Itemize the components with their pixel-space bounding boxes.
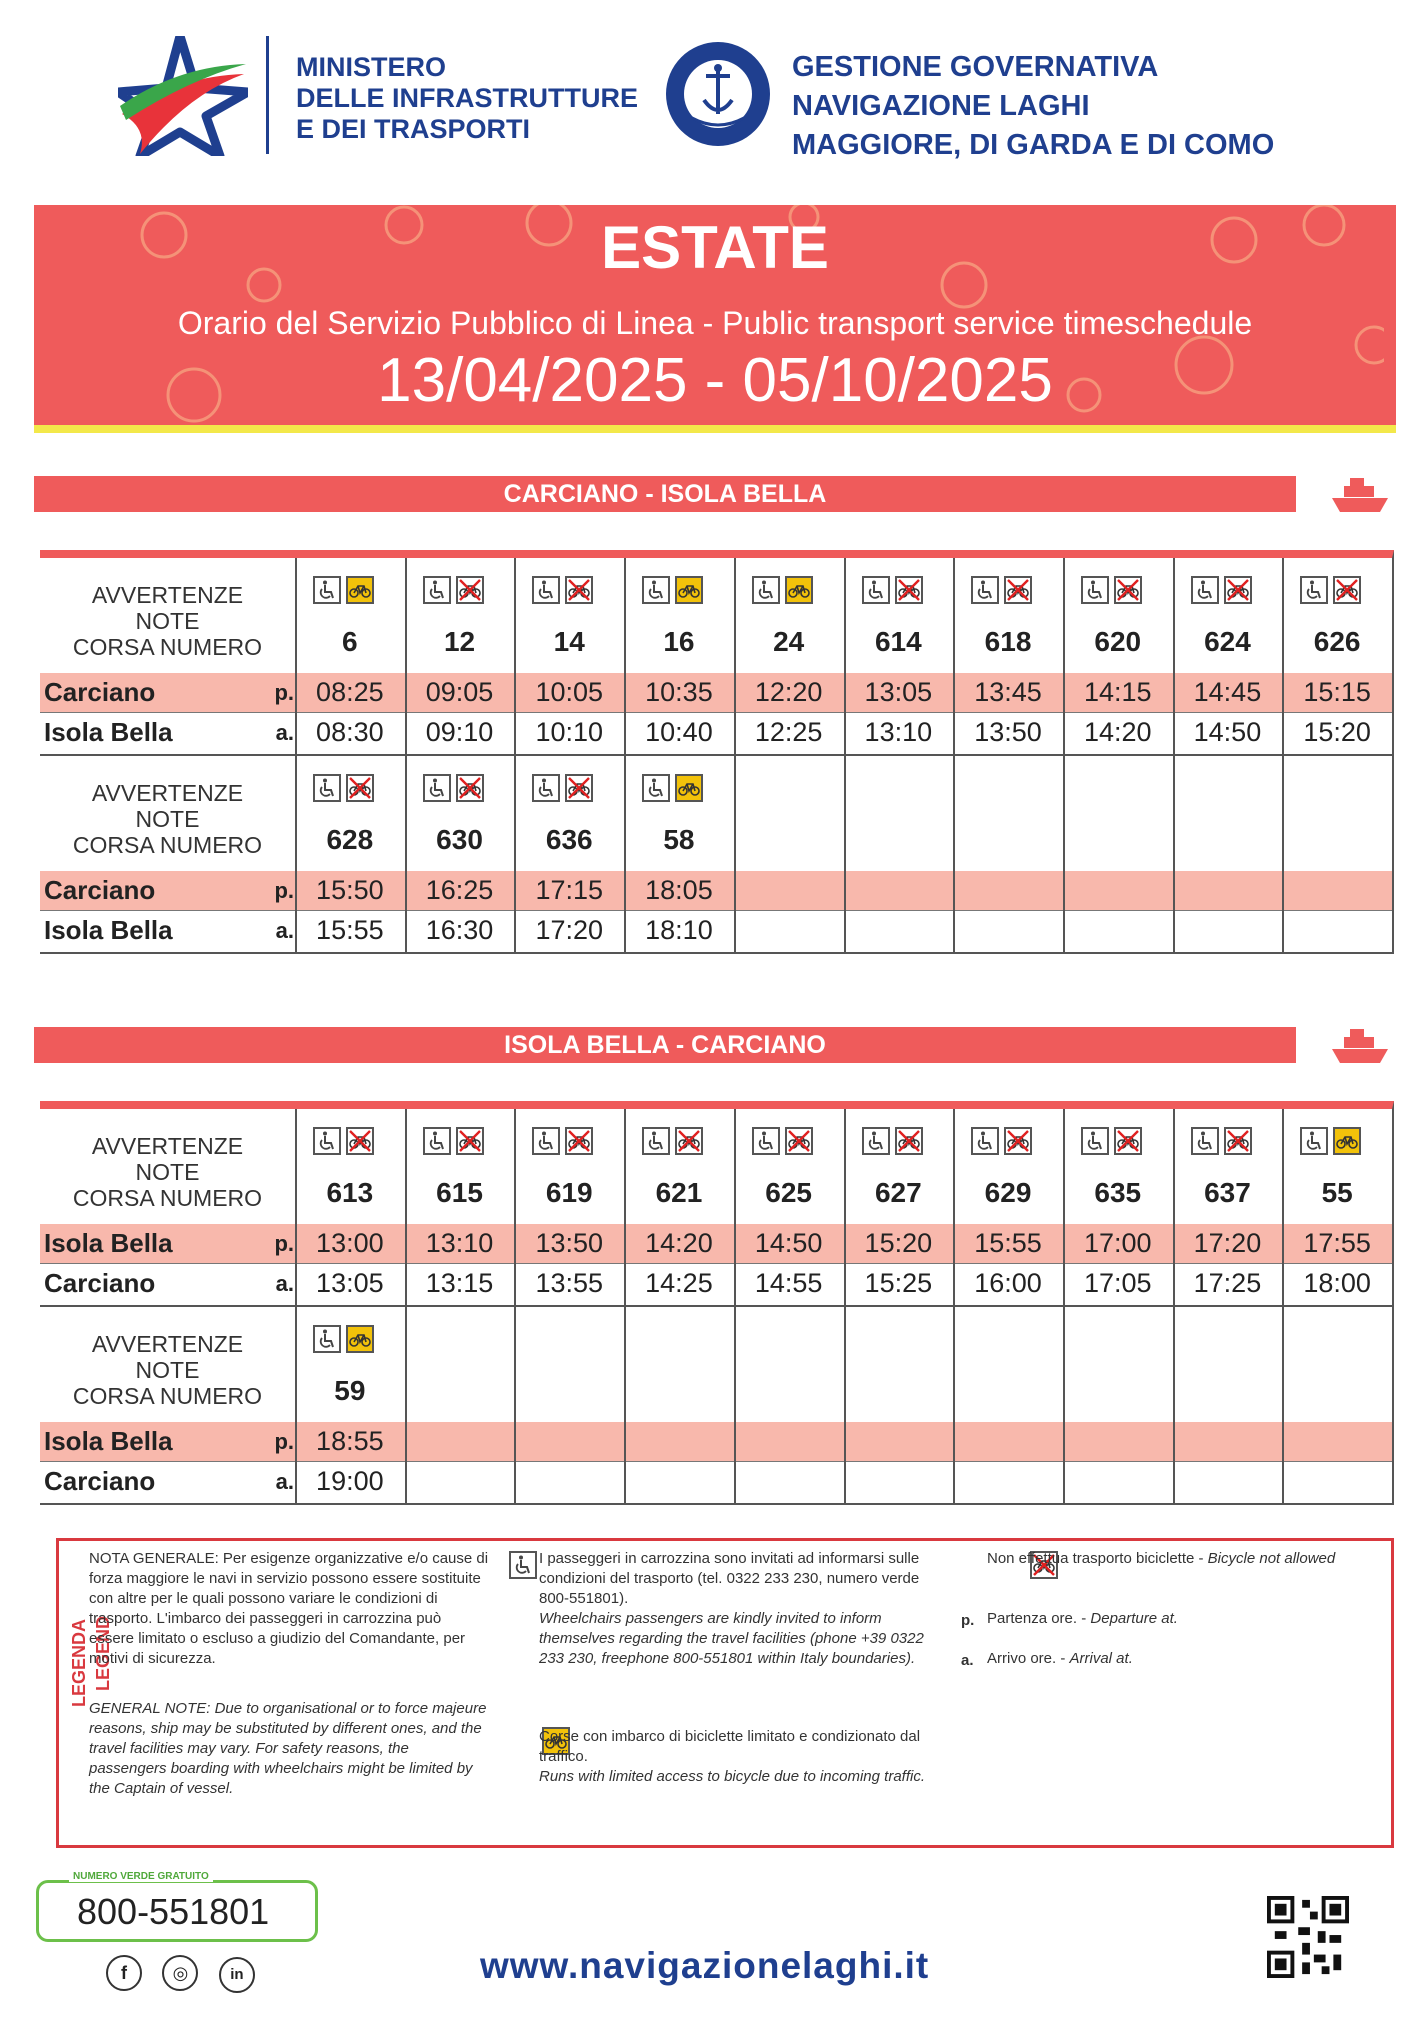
run-icons	[642, 1127, 708, 1157]
ministry-logo	[118, 36, 248, 156]
wheelchair-icon	[313, 1127, 341, 1155]
column-divider	[1173, 1307, 1175, 1503]
departure-time: 13:45	[974, 677, 1042, 707]
no-bicycle-icon	[895, 1127, 923, 1155]
bicycle-limited-icon	[346, 576, 374, 604]
run-icons	[971, 1127, 1037, 1157]
row-label-line: AVVERTENZE	[91, 582, 244, 608]
wheelchair-icon	[423, 774, 451, 802]
departure-time: 15:50	[316, 875, 384, 905]
ministry-name	[296, 52, 638, 145]
header-divider	[266, 36, 269, 154]
no-bicycle-icon	[565, 1127, 593, 1155]
wheelchair-icon	[423, 1127, 451, 1155]
instagram-icon[interactable]: ◎	[162, 1955, 198, 1991]
run-icons	[532, 1127, 598, 1157]
column-divider	[624, 1307, 626, 1503]
wheelchair-icon	[313, 774, 341, 802]
run-icons	[1191, 576, 1257, 606]
linkedin-icon[interactable]: in	[219, 1957, 255, 1993]
run-icons	[532, 774, 598, 804]
run-number: 12	[443, 626, 476, 657]
run-number: 59	[334, 1375, 366, 1406]
arrival-time: 17:20	[535, 915, 604, 945]
banner-title: ESTATE	[601, 214, 829, 281]
wheelchair-icon	[642, 576, 670, 604]
arrival-time: 17:05	[1083, 1268, 1152, 1298]
row-label-line: CORSA NUMERO	[72, 634, 263, 660]
departure-time: 17:15	[535, 875, 604, 905]
bike-limited-note-it: Corse con imbarco di biciclette limitato e condizionato dal traffico.	[539, 1728, 921, 1765]
no-bicycle-icon	[456, 774, 484, 802]
departure-time: 08:25	[316, 677, 384, 707]
run-number: 620	[1094, 626, 1142, 657]
run-number: 615	[436, 1177, 483, 1208]
run-number: 626	[1313, 626, 1361, 657]
run-icons	[642, 576, 708, 606]
route-title: ISOLA BELLA - CARCIANO	[34, 1027, 1296, 1063]
departure-key: p.	[961, 1612, 975, 1629]
no-bicycle-icon	[1114, 576, 1142, 604]
column-divider	[734, 1307, 736, 1503]
arrival-time: 08:30	[316, 717, 384, 747]
departure-time: 09:05	[425, 677, 494, 707]
run-icons	[1081, 1127, 1147, 1157]
wheelchair-icon	[1300, 576, 1328, 604]
bicycle-limited-icon	[346, 1325, 374, 1353]
arrival-time: 14:55	[754, 1268, 823, 1298]
legend-box	[56, 1538, 1394, 1848]
run-icons	[1191, 1127, 1257, 1157]
timetable-carciano-isola-bella	[40, 550, 1394, 954]
departure-marker: p.	[274, 1231, 294, 1256]
wheelchair-note-it: I passeggeri in carrozzina sono invitati ad informarsi sulle condizioni del trasporto (tel. 0322 233 230, numero verde 800-551801).	[539, 1550, 920, 1607]
column-divider	[844, 756, 846, 952]
run-number: 625	[765, 1177, 812, 1208]
column-divider	[953, 1307, 955, 1503]
row-label-line: NOTE	[135, 1159, 200, 1185]
website-link[interactable]: www.navigazionelaghi.it	[480, 1945, 930, 1986]
timetable-block	[40, 558, 1392, 756]
departure-time: 17:00	[1083, 1228, 1152, 1258]
column-divider	[514, 1307, 516, 1503]
row-label-line: NOTE	[135, 806, 200, 832]
departure-marker: p.	[274, 680, 294, 705]
wheelchair-icon	[532, 774, 560, 802]
run-number: 621	[655, 1177, 703, 1208]
run-icons	[642, 774, 708, 804]
arrival-stop: Isola Bella	[44, 717, 173, 747]
run-icons	[752, 576, 818, 606]
row-label-line: CORSA NUMERO	[72, 1383, 263, 1409]
navigazione-name	[792, 48, 1274, 165]
ministry-line: MINISTERO	[296, 52, 447, 82]
column-divider	[1282, 1307, 1284, 1503]
no-bicycle-icon	[895, 576, 923, 604]
arrival-time: 13:50	[974, 717, 1042, 747]
run-icons	[971, 576, 1037, 606]
departure-time: 16:25	[425, 875, 494, 905]
run-icons	[1300, 576, 1366, 606]
no-bicycle-icon	[1333, 576, 1361, 604]
timetable-block	[40, 1109, 1392, 1307]
run-number: 613	[326, 1177, 374, 1208]
navigazione-line: NAVIGAZIONE LAGHI	[792, 90, 1090, 122]
ministry-line: E DEI TRASPORTI	[296, 114, 531, 144]
no-bicycle-icon	[785, 1127, 813, 1155]
navigazione-logo	[664, 40, 772, 148]
row-labels	[40, 558, 295, 673]
run-icons	[1300, 1127, 1366, 1157]
legend-heading-en: LEGEND	[93, 1615, 113, 1691]
wheelchair-icon	[971, 1127, 999, 1155]
arrival-time: 14:25	[645, 1268, 713, 1298]
wheelchair-icon	[752, 576, 780, 604]
social-links	[106, 1955, 255, 1993]
run-icons	[423, 774, 489, 804]
departure-time: 17:20	[1193, 1228, 1262, 1258]
arrival-time: 10:40	[645, 717, 713, 747]
arrival-time: 15:25	[864, 1268, 933, 1298]
wheelchair-icon	[862, 1127, 890, 1155]
toll-free-box	[36, 1871, 318, 1942]
general-note-en: GENERAL NOTE: Due to organisational or to force majeure reasons, ship may be substituted by different ones, and the travel facilities may vary. For safety reasons, the passengers boarding with wheelchairs might be limited by the Captain of vessel.	[89, 1700, 487, 1797]
arrival-time: 16:30	[425, 915, 494, 945]
run-number: 6	[342, 626, 358, 657]
column-divider	[405, 1307, 407, 1503]
general-note-it: NOTA GENERALE: Per esigenze organizzative e/o cause di forza maggiore le navi in servizio possono essere sostituite con altre per le quali possono variare le condizioni di trasporto. L'imbarco dei passeggeri in carrozzina può essere limitato o escluso a giudizio del Comandante, per motivi di sicurezza.	[89, 1550, 489, 1667]
arrival-row	[40, 1461, 1392, 1503]
ferry-icon	[1330, 1023, 1390, 1067]
bicycle-limited-icon	[785, 576, 813, 604]
navigazione-line: GESTIONE GOVERNATIVA	[792, 51, 1159, 83]
arrival-time: 19:00	[316, 1466, 384, 1496]
timetable-block	[40, 1307, 1392, 1503]
run-number: 636	[545, 824, 593, 855]
wheelchair-icon	[423, 576, 451, 604]
bike-limited-note-en: Runs with limited access to bicycle due to incoming traffic.	[539, 1768, 925, 1785]
no-bicycle-icon	[1114, 1127, 1142, 1155]
departure-time: 12:20	[754, 677, 823, 707]
departure-stop: Isola Bella	[44, 1228, 173, 1258]
wheelchair-icon	[313, 1325, 341, 1353]
arrival-stop: Carciano	[44, 1268, 156, 1298]
column-divider	[953, 756, 955, 952]
wheelchair-icon	[1191, 576, 1219, 604]
ministry-line: DELLE INFRASTRUTTURE	[296, 83, 638, 113]
bicycle-limited-icon	[1333, 1127, 1361, 1155]
run-icons	[862, 1127, 928, 1157]
wheelchair-icon	[642, 774, 670, 802]
row-label-line: CORSA NUMERO	[72, 1185, 263, 1211]
departure-time: 15:20	[864, 1228, 933, 1258]
run-number: 628	[326, 824, 374, 855]
arrival-time: 12:25	[754, 717, 823, 747]
row-labels	[40, 1307, 295, 1422]
run-number: 24	[773, 626, 805, 657]
column-divider	[1173, 756, 1175, 952]
departure-time: 14:20	[645, 1228, 713, 1258]
ferry-icon	[1330, 472, 1390, 516]
banner-subtitle: Orario del Servizio Pubblico di Linea - Public transport service timeschedule	[177, 305, 1253, 341]
wheelchair-icon	[642, 1127, 670, 1155]
departure-time: 13:10	[425, 1228, 494, 1258]
run-number: 55	[1321, 1177, 1353, 1208]
arrival-marker: a.	[275, 720, 294, 745]
timetable-block	[40, 756, 1392, 952]
departure-time: 13:50	[535, 1228, 604, 1258]
arrival-time: 18:00	[1303, 1268, 1371, 1298]
no-bicycle-icon	[565, 576, 593, 604]
arrival-note: Arrivo ore. - Arrival at.	[987, 1650, 1133, 1667]
arrival-time: 14:20	[1083, 717, 1152, 747]
run-icons	[862, 576, 928, 606]
toll-free-tag: NUMERO VERDE GRATUITO	[69, 1871, 213, 1882]
departure-stop: Carciano	[44, 875, 156, 905]
wheelchair-icon	[752, 1127, 780, 1155]
run-number: 630	[436, 824, 483, 855]
arrival-time: 15:55	[316, 915, 384, 945]
wheelchair-icon	[1191, 1127, 1219, 1155]
row-labels	[40, 1109, 295, 1224]
run-icons	[313, 1325, 379, 1355]
run-number: 16	[663, 626, 695, 657]
departure-stop: Isola Bella	[44, 1426, 173, 1456]
wheelchair-icon	[509, 1551, 537, 1579]
no-bicycle-icon	[565, 774, 593, 802]
wheelchair-icon	[532, 1127, 560, 1155]
run-icons	[423, 1127, 489, 1157]
run-number: 614	[874, 626, 922, 657]
wheelchair-icon	[1081, 576, 1109, 604]
run-number: 618	[984, 626, 1032, 657]
banner-stripe	[34, 425, 1396, 433]
arrival-marker: a.	[275, 918, 294, 943]
run-icons	[313, 576, 379, 606]
row-label-line: NOTE	[135, 608, 200, 634]
no-bicycle-icon	[1224, 1127, 1252, 1155]
run-icons	[313, 774, 379, 804]
arrival-time: 13:15	[425, 1268, 494, 1298]
arrival-time: 13:05	[316, 1268, 384, 1298]
row-label-line: AVVERTENZE	[91, 1133, 244, 1159]
facebook-icon[interactable]: f	[106, 1955, 142, 1991]
arrival-time: 14:50	[1193, 717, 1262, 747]
column-divider	[734, 756, 736, 952]
departure-time: 10:35	[645, 677, 713, 707]
wheelchair-note-en: Wheelchairs passengers are kindly invited to inform themselves regarding the travel facilities (phone +39 0322 233 230, freephone 800-551801 within Italy boundaries).	[539, 1610, 924, 1667]
arrival-time: 16:00	[974, 1268, 1042, 1298]
arrival-key: a.	[961, 1652, 974, 1669]
column-divider	[1282, 756, 1284, 952]
arrival-time: 09:10	[425, 717, 494, 747]
qr-code-icon	[1267, 1896, 1349, 1978]
season-banner	[34, 205, 1396, 430]
run-icons	[532, 576, 598, 606]
wheelchair-icon	[313, 576, 341, 604]
run-number: 58	[663, 824, 695, 855]
departure-time: 18:55	[316, 1426, 384, 1456]
departure-time: 10:05	[535, 677, 604, 707]
arrival-time: 17:25	[1193, 1268, 1262, 1298]
departure-time: 18:05	[645, 875, 713, 905]
arrival-marker: a.	[275, 1271, 294, 1296]
no-bicycle-icon	[456, 576, 484, 604]
no-bicycle-icon	[456, 1127, 484, 1155]
column-divider	[844, 1307, 846, 1503]
departure-marker: p.	[274, 878, 294, 903]
timetable-isola-bella-carciano	[40, 1101, 1394, 1505]
column-divider	[1063, 1307, 1065, 1503]
navigazione-line: MAGGIORE, DI GARDA E DI COMO	[792, 129, 1275, 161]
row-labels	[40, 756, 295, 871]
wheelchair-icon	[532, 576, 560, 604]
run-number: 624	[1204, 626, 1251, 657]
departure-marker: p.	[274, 1429, 294, 1454]
toll-free-number[interactable]: 800-551801	[77, 1891, 270, 1932]
departure-time: 15:55	[974, 1228, 1042, 1258]
row-label-line: CORSA NUMERO	[72, 832, 263, 858]
arrival-time: 10:10	[535, 717, 604, 747]
arrival-time: 13:55	[535, 1268, 604, 1298]
wheelchair-icon	[1300, 1127, 1328, 1155]
banner-dates: 13/04/2025 - 05/10/2025	[377, 346, 1053, 415]
column-divider	[1063, 756, 1065, 952]
departure-note: Partenza ore. - Departure at.	[987, 1610, 1178, 1627]
departure-time: 14:50	[754, 1228, 823, 1258]
bicycle-limited-icon	[675, 774, 703, 802]
departure-stop: Carciano	[44, 677, 156, 707]
no-bicycle-icon	[1224, 576, 1252, 604]
arrival-stop: Isola Bella	[44, 915, 173, 945]
row-label-line: AVVERTENZE	[91, 780, 244, 806]
departure-time: 14:45	[1193, 677, 1262, 707]
legend-heading-it: LEGENDA	[69, 1618, 89, 1707]
run-number: 14	[553, 626, 585, 657]
wheelchair-icon	[971, 576, 999, 604]
run-number: 629	[984, 1177, 1032, 1208]
row-label-line: NOTE	[135, 1357, 200, 1383]
run-number: 627	[874, 1177, 922, 1208]
bicycle-limited-icon	[675, 576, 703, 604]
run-icons	[752, 1127, 818, 1157]
run-icons	[423, 576, 489, 606]
run-number: 635	[1094, 1177, 1142, 1208]
departure-time: 14:15	[1083, 677, 1152, 707]
departure-time: 15:15	[1303, 677, 1371, 707]
run-icons	[313, 1127, 379, 1157]
no-bicycle-icon	[1004, 1127, 1032, 1155]
no-bicycle-icon	[346, 774, 374, 802]
arrival-time: 15:20	[1303, 717, 1371, 747]
wheelchair-icon	[862, 576, 890, 604]
arrival-marker: a.	[275, 1469, 294, 1494]
arrival-stop: Carciano	[44, 1466, 156, 1496]
no-bike-note: Non effettua trasporto biciclette - Bicycle not allowed	[987, 1550, 1336, 1567]
departure-time: 17:55	[1303, 1228, 1371, 1258]
route-title: CARCIANO - ISOLA BELLA	[34, 476, 1296, 512]
departure-row	[40, 1422, 1392, 1461]
arrival-time: 18:10	[645, 915, 713, 945]
no-bicycle-icon	[346, 1127, 374, 1155]
row-label-line: AVVERTENZE	[91, 1331, 244, 1357]
arrival-time: 13:10	[864, 717, 933, 747]
wheelchair-icon	[1081, 1127, 1109, 1155]
departure-time: 13:00	[316, 1228, 384, 1258]
departure-time: 13:05	[864, 677, 933, 707]
run-number: 637	[1204, 1177, 1251, 1208]
run-icons	[1081, 576, 1147, 606]
run-number: 619	[545, 1177, 593, 1208]
no-bicycle-icon	[675, 1127, 703, 1155]
no-bicycle-icon	[1004, 576, 1032, 604]
